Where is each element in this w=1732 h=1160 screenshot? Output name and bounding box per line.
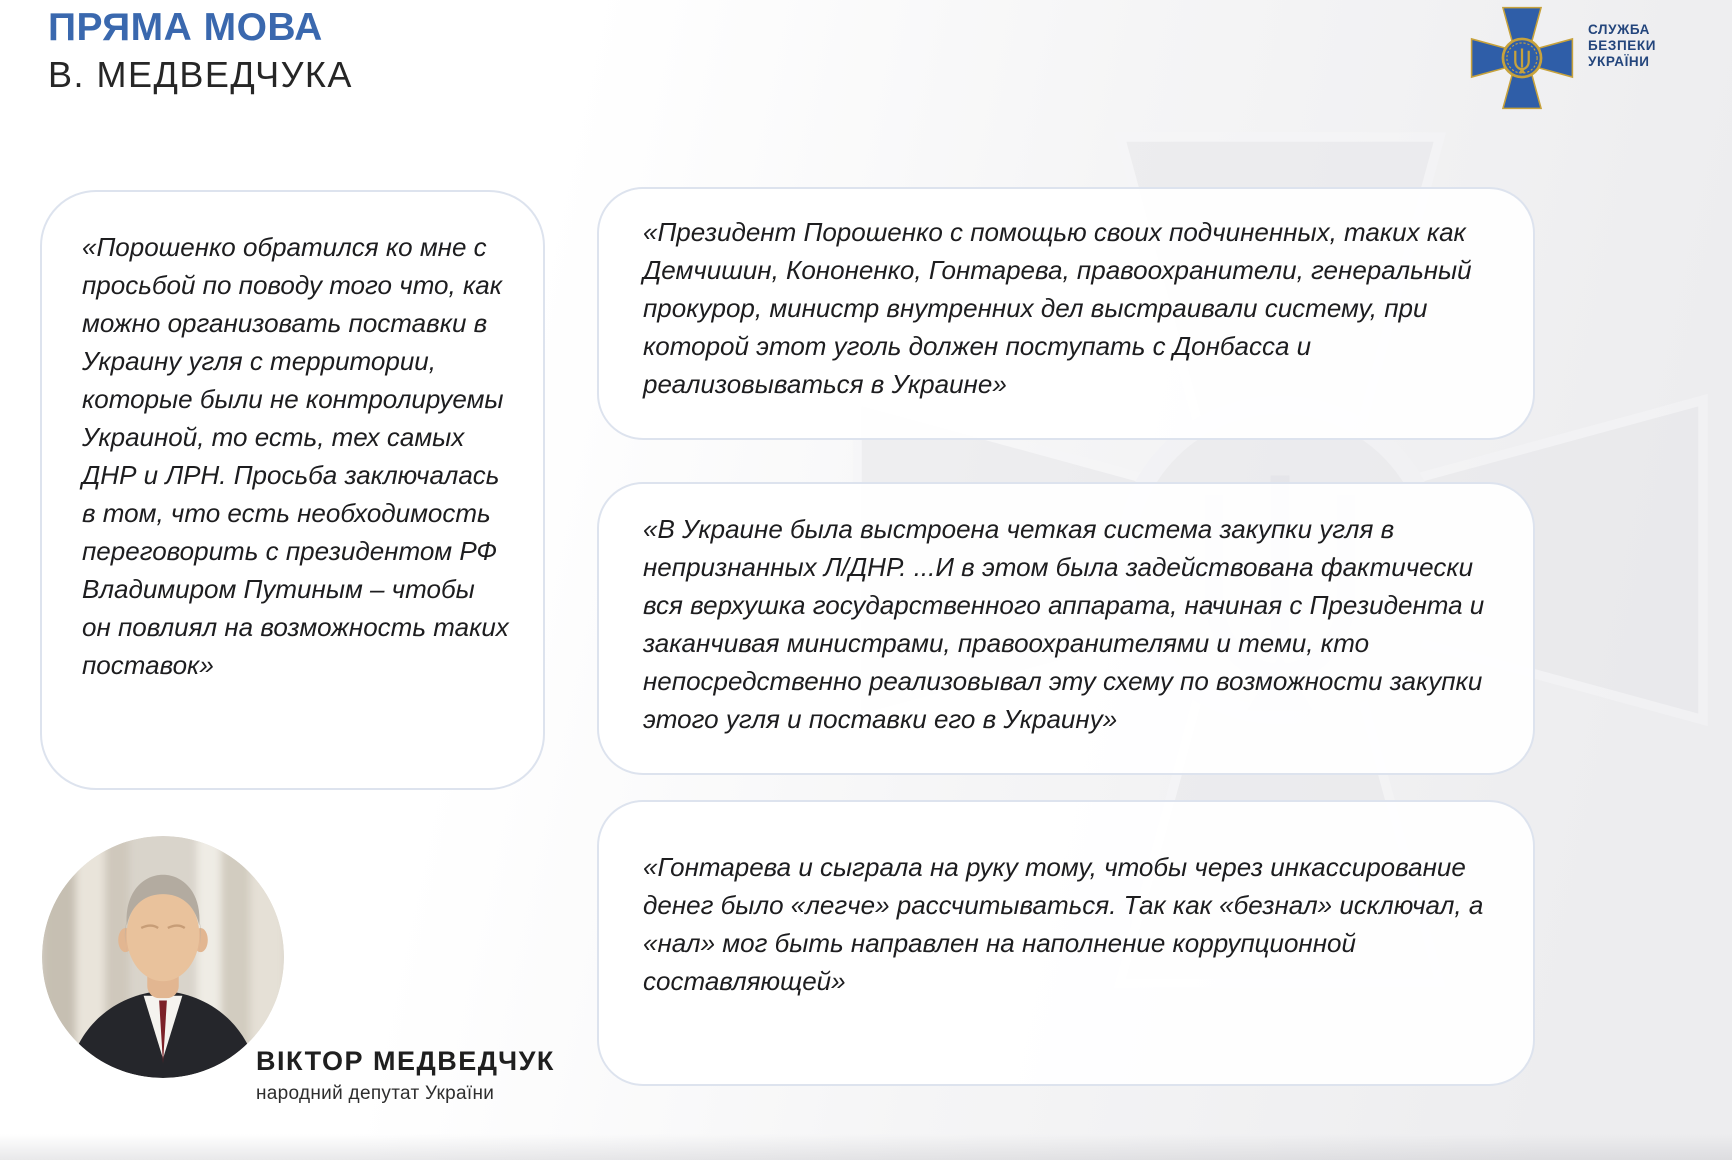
header: [48, 6, 353, 96]
page-title: ПРЯМА МОВА: [48, 6, 323, 49]
quote-text-left: «Порошенко обратился ко мне с просьбой по поводу того что, как можно организовать поставки в Украину угля с территории, которые были не контролируемы Украиной, то есть, тех самых ДНР и ЛРН. Просьба заключалась в том, что есть необходимость переговорить с президентом РФ Владимиром Путиным – чтобы он повлиял на возможность таких поставок»: [82, 232, 509, 680]
viktor-medvedchuk-portrait: [42, 836, 284, 1078]
sbu-cross-trident-icon: [1466, 2, 1578, 114]
sbu-logo-text-line: УКРАЇНИ: [1588, 54, 1650, 69]
person-caption: [256, 1046, 555, 1105]
quote-text-right-3: «Гонтарева и сыграла на руку тому, чтобы через инкассирование денег было «легче» рассчитываться. Так как «безнал» исключал, а «нал» мог быть направлен на наполнение коррупционной составляющей»: [643, 852, 1484, 996]
person-name: ВІКТОР МЕДВЕДЧУК: [256, 1046, 555, 1076]
sbu-logo-text: [1588, 22, 1656, 70]
sbu-logo-text-line: БЕЗПЕКИ: [1588, 38, 1657, 53]
quote-card-right-2: [597, 482, 1535, 775]
bottom-strip: [0, 1134, 1732, 1160]
quote-text-right-1: «Президент Порошенко с помощью своих подчиненных, таких как Демчишин, Кононенко, Гонтарева, правоохранители, генеральный прокурор, министр внутренних дел выстраивали систему, при которой этот уголь должен поступать с Донбасса и реализовываться в Украине»: [643, 217, 1472, 399]
quote-card-right-3: [597, 800, 1535, 1086]
page-subtitle: В. МЕДВЕДЧУКА: [48, 53, 353, 95]
person-role: народний депутат України: [256, 1083, 495, 1104]
portrait-illustration: [42, 836, 284, 1078]
quote-card-right-1: [597, 187, 1535, 440]
sbu-logo-text-line: СЛУЖБА: [1588, 22, 1651, 37]
sbu-logo: [1466, 2, 1656, 114]
quote-text-right-2: «В Украине была выстроена четкая система закупки угля в непризнанных Л/ДНР. ...И в этом была задействована фактически вся верхушка государственного аппарата, начиная с Президента и заканчивая министрами, правоохранителями и теми, кто непосредственно реализовывал эту схему по возможности закупки этого угля и поставки его в Украину»: [643, 514, 1485, 734]
quote-card-left: [40, 190, 545, 790]
